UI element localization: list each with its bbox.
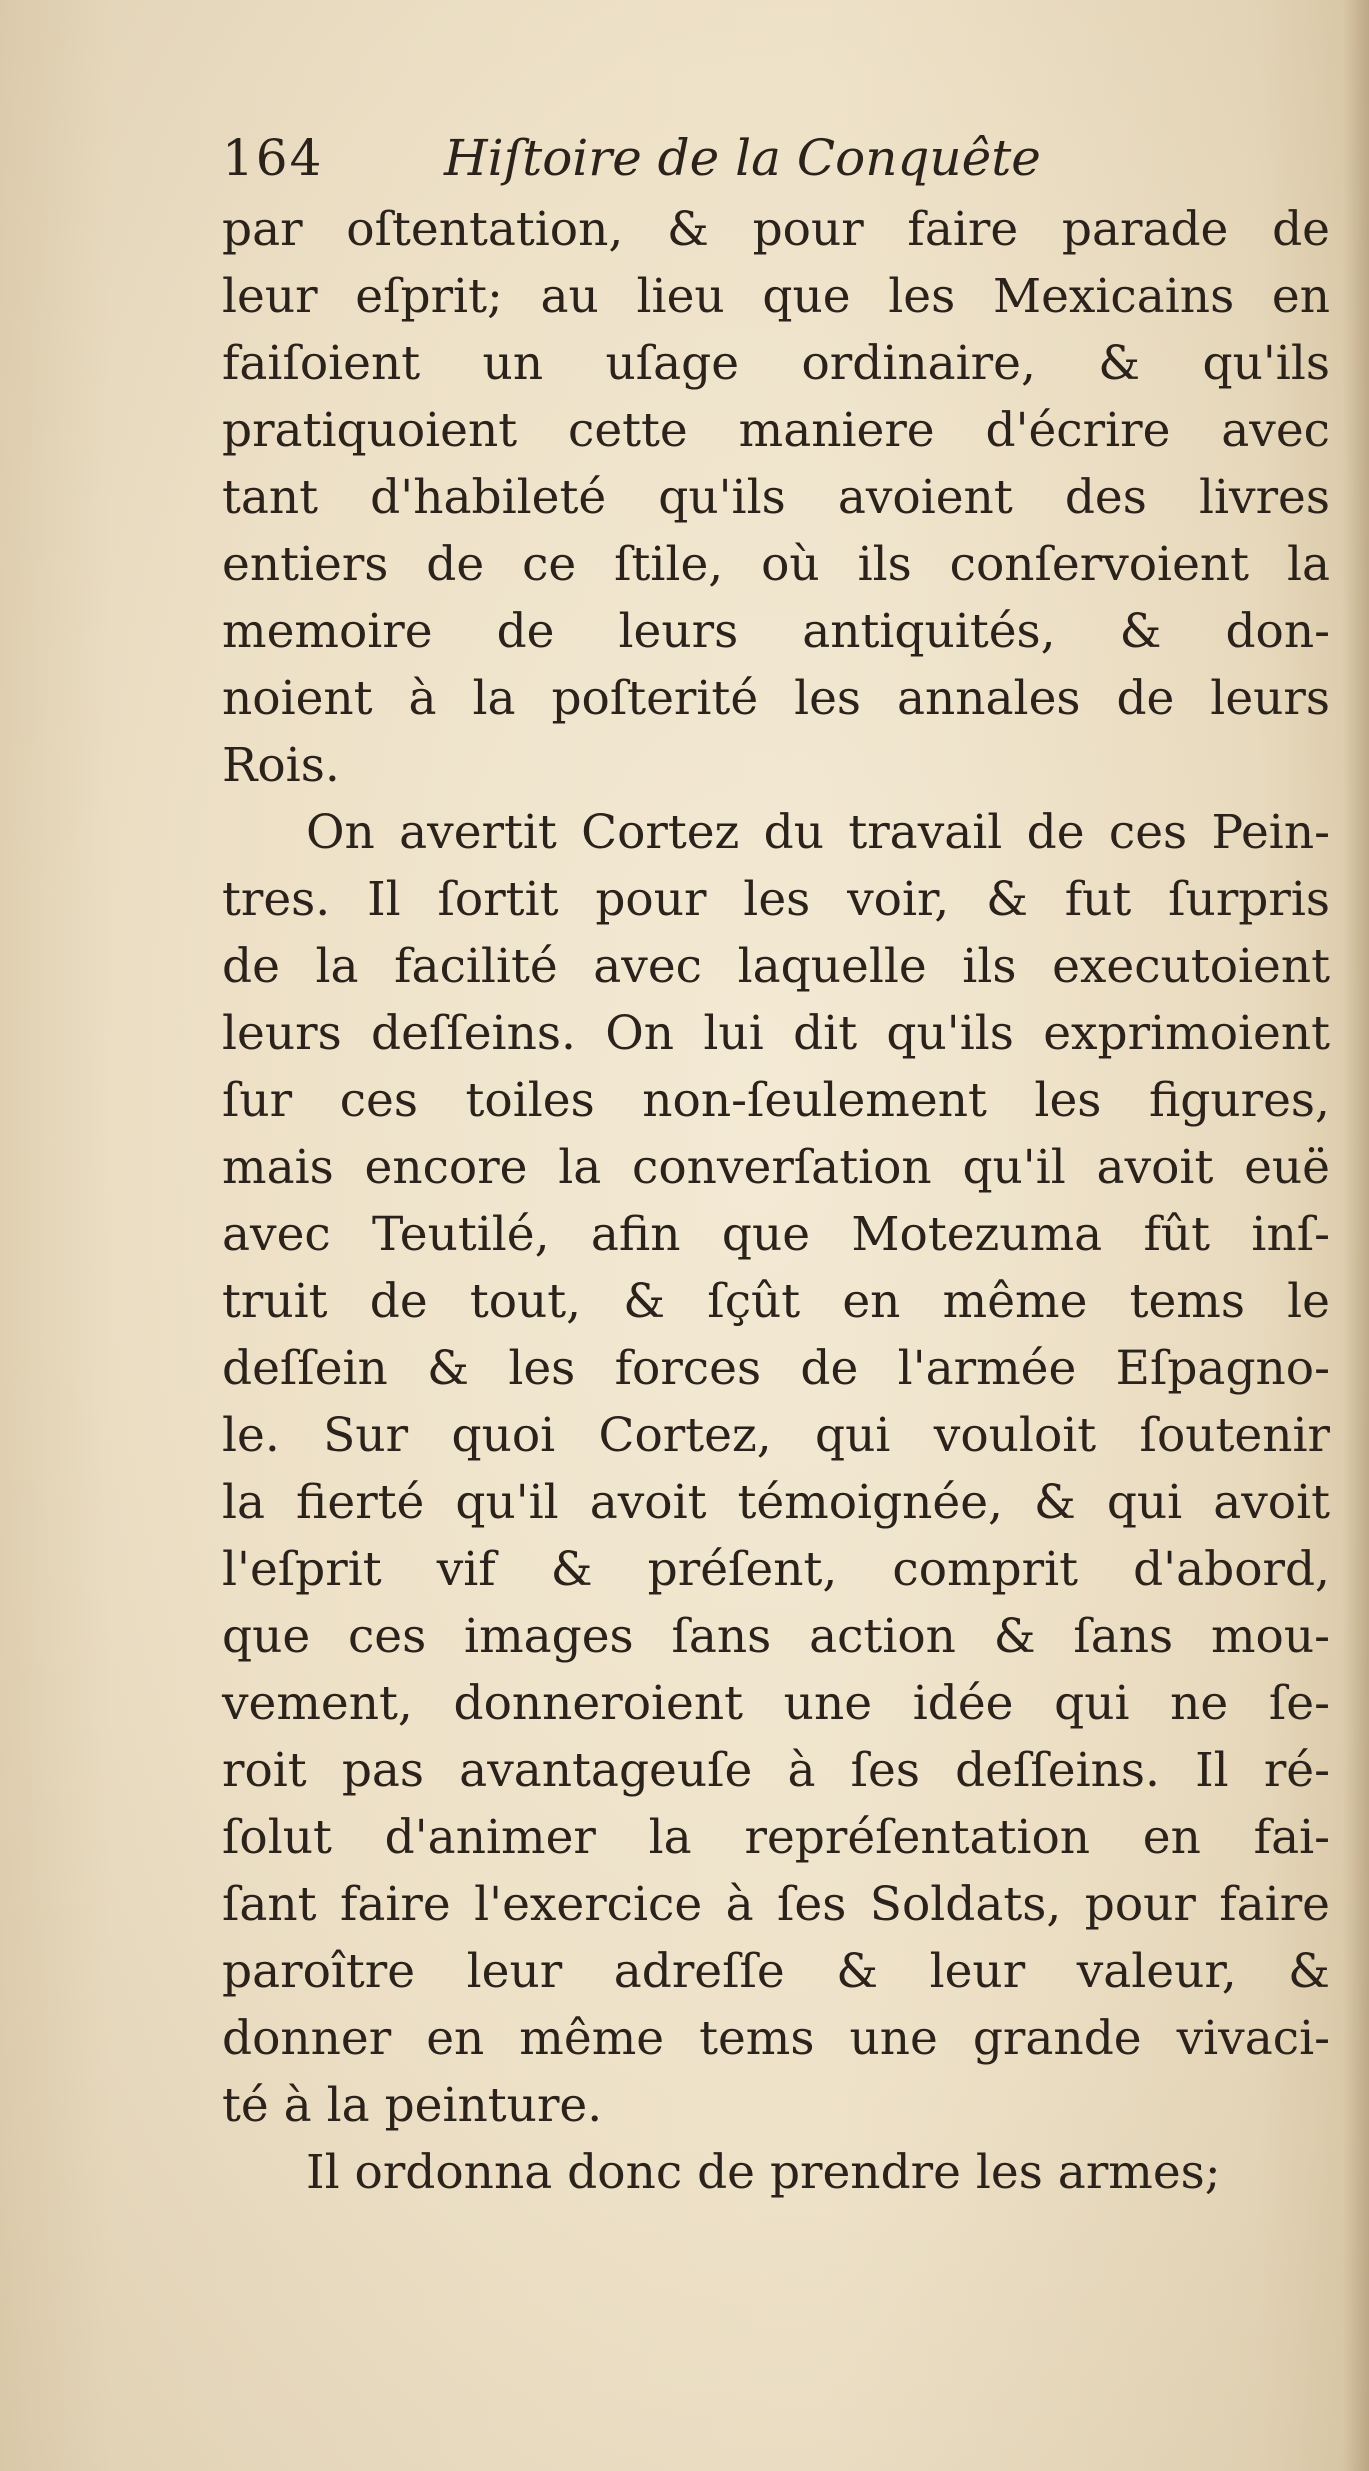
text-line: par oſtentation, & pour faire parade de	[222, 202, 1330, 257]
text-line: donner en même tems une grande vivaci-	[222, 2011, 1330, 2066]
text-line: ſolut d'animer la repréſentation en fai-	[222, 1810, 1330, 1865]
text-line: mais encore la converſation qu'il avoit euë	[222, 1140, 1330, 1195]
text-line: entiers de ce ſtile, où ils conſervoient la	[222, 537, 1330, 592]
text-line: vement, donneroient une idée qui ne ſe-	[222, 1676, 1330, 1731]
text-line: de la facilité avec laquelle ils executoient	[222, 939, 1330, 994]
text-line: la fierté qu'il avoit témoignée, & qui avoit	[222, 1475, 1330, 1530]
page-number: 164	[222, 129, 324, 187]
text-line: Rois.	[222, 738, 340, 793]
text-line: roit pas avantageuſe à ſes deſſeins. Il ré-	[222, 1743, 1330, 1798]
text-line: té à la peinture.	[222, 2078, 603, 2133]
text-line: avec Teutilé, afin que Motezuma fût inſ-	[222, 1207, 1330, 1262]
text-line: l'eſprit vif & préſent, comprit d'abord,	[222, 1542, 1330, 1597]
text-line: tres. Il ſortit pour les voir, & fut ſurpris	[222, 872, 1330, 927]
text-line: pratiquoient cette maniere d'écrire avec	[222, 403, 1330, 458]
text-line: ſur ces toiles non-ſeulement les figures,	[222, 1073, 1330, 1128]
running-head	[222, 118, 1122, 198]
text-line: faiſoient un uſage ordinaire, & qu'ils	[222, 336, 1330, 391]
text-line: deſſein & les forces de l'armée Eſpagno-	[222, 1341, 1330, 1396]
text-line: ſant faire l'exercice à ſes Soldats, pour faire	[222, 1877, 1330, 1932]
text-line: paroître leur adreſſe & leur valeur, &	[222, 1944, 1330, 1999]
text-line: leurs deſſeins. On lui dit qu'ils exprimoient	[222, 1006, 1330, 1061]
text-line: On avertit Cortez du travail de ces Pein-	[306, 805, 1330, 860]
text-line: leur eſprit; au lieu que les Mexicains en	[222, 269, 1330, 324]
text-line: truit de tout, & ſçût en même tems le	[222, 1274, 1330, 1329]
text-line: Il ordonna donc de prendre les armes;	[306, 2145, 1221, 2200]
running-title: Hiſtoire de la Conquête	[444, 129, 1041, 187]
text-line: le. Sur quoi Cortez, qui vouloit ſoutenir	[222, 1408, 1330, 1463]
page-edge-shadow	[1343, 0, 1369, 2471]
body-text	[222, 196, 1330, 2206]
text-line: memoire de leurs antiquités, & don-	[222, 604, 1330, 659]
text-line: noient à la poſterité les annales de leurs	[222, 671, 1330, 726]
text-line: tant d'habileté qu'ils avoient des livres	[222, 470, 1330, 525]
text-line: que ces images ſans action & ſans mou-	[222, 1609, 1330, 1664]
